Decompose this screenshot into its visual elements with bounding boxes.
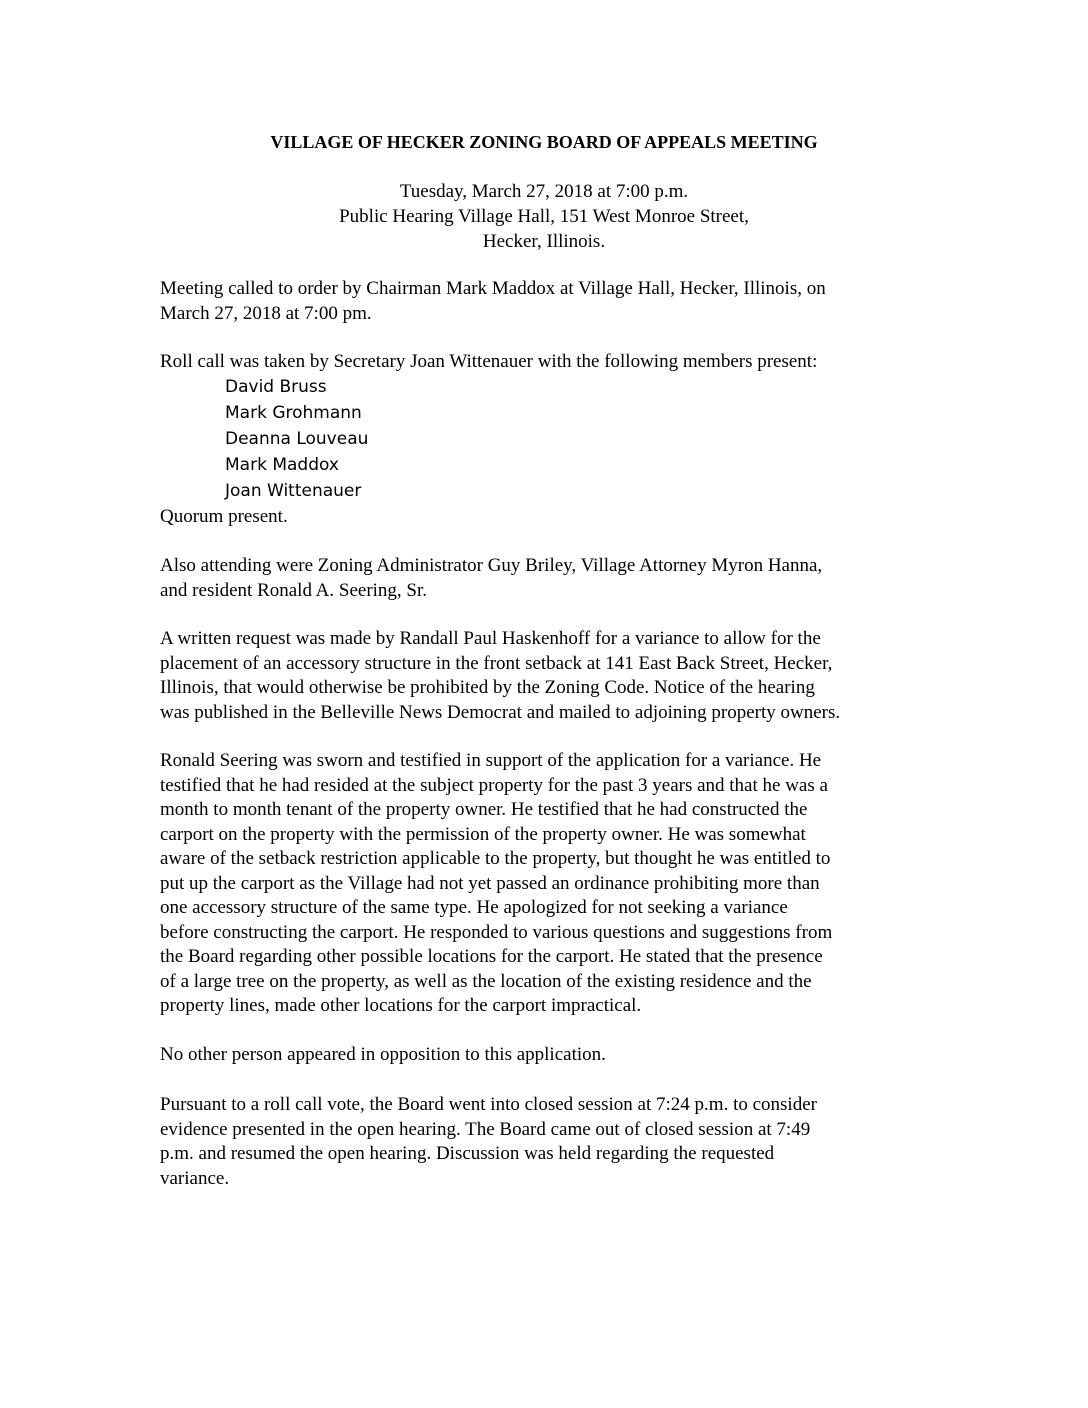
members-present-list [225, 374, 368, 504]
member-name: Mark Maddox [225, 455, 339, 475]
request-paragraph: A written request was made by Randall Paul Haskenhoff for a variance to allow for the placement of an accessory structure in the front setback at 141 East Back Street, Hecker, Illinois, that would otherwise be prohibited by the Zoning Code. Notice of the hearing was published in the Belleville News Democrat and mailed to adjoining property owners. [160, 628, 841, 723]
meeting-header [0, 179, 1088, 254]
member-name: Deanna Louveau [225, 429, 369, 449]
meeting-location-line: Public Hearing Village Hall, 151 West Monroe Street, [339, 206, 749, 227]
quorum-statement: Quorum present. [160, 506, 288, 527]
document-title: VILLAGE OF HECKER ZONING BOARD OF APPEALS MEETING [270, 132, 818, 152]
member-name: Joan Wittenauer [225, 481, 362, 501]
meeting-city-line: Hecker, Illinois. [482, 231, 606, 252]
attending-paragraph: Also attending were Zoning Administrator Guy Briley, Village Attorney Myron Hanna, and resident Ronald A. Seering, Sr. [160, 555, 823, 601]
member-name: Mark Grohmann [225, 403, 362, 423]
member-name: David Bruss [225, 377, 327, 397]
closed-session-paragraph: Pursuant to a roll call vote, the Board went into closed session at 7:24 p.m. to consider evidence presented in the open hearing. The Board came out of closed session at 7:49 p.m. and resumed the open hearing. Discussion was held regarding the requested variance. [160, 1094, 817, 1189]
opposition-statement: No other person appeared in opposition to this application. [160, 1044, 606, 1065]
roll-call-intro: Roll call was taken by Secretary Joan Wittenauer with the following members present: [160, 351, 818, 372]
meeting-date-line: Tuesday, March 27, 2018 at 7:00 p.m. [399, 181, 689, 202]
call-to-order-paragraph: Meeting called to order by Chairman Mark Maddox at Village Hall, Hecker, Illinois, on March 27, 2018 at 7:00 pm. [160, 278, 826, 324]
testimony-paragraph: Ronald Seering was sworn and testified in support of the application for a variance. He testified that he had resided at the subject property for the past 3 years and that he was a month to month tenant of the property owner. He testified that he had constructed the carport on the property with the permission of the property owner. He was somewhat aware of the setback restriction applicable to the property, but thought he was entitled to put up the carport as the Village had not yet passed an ordinance prohibiting more than one accessory structure of the same type. He apologized for not seeking a variance before constructing the carport. He responded to various questions and suggestions from the Board regarding other possible locations for the carport. He stated that the presence of a large tree on the property, as well as the location of the existing residence and the property lines, made other locations for the carport impractical. [160, 750, 833, 1016]
